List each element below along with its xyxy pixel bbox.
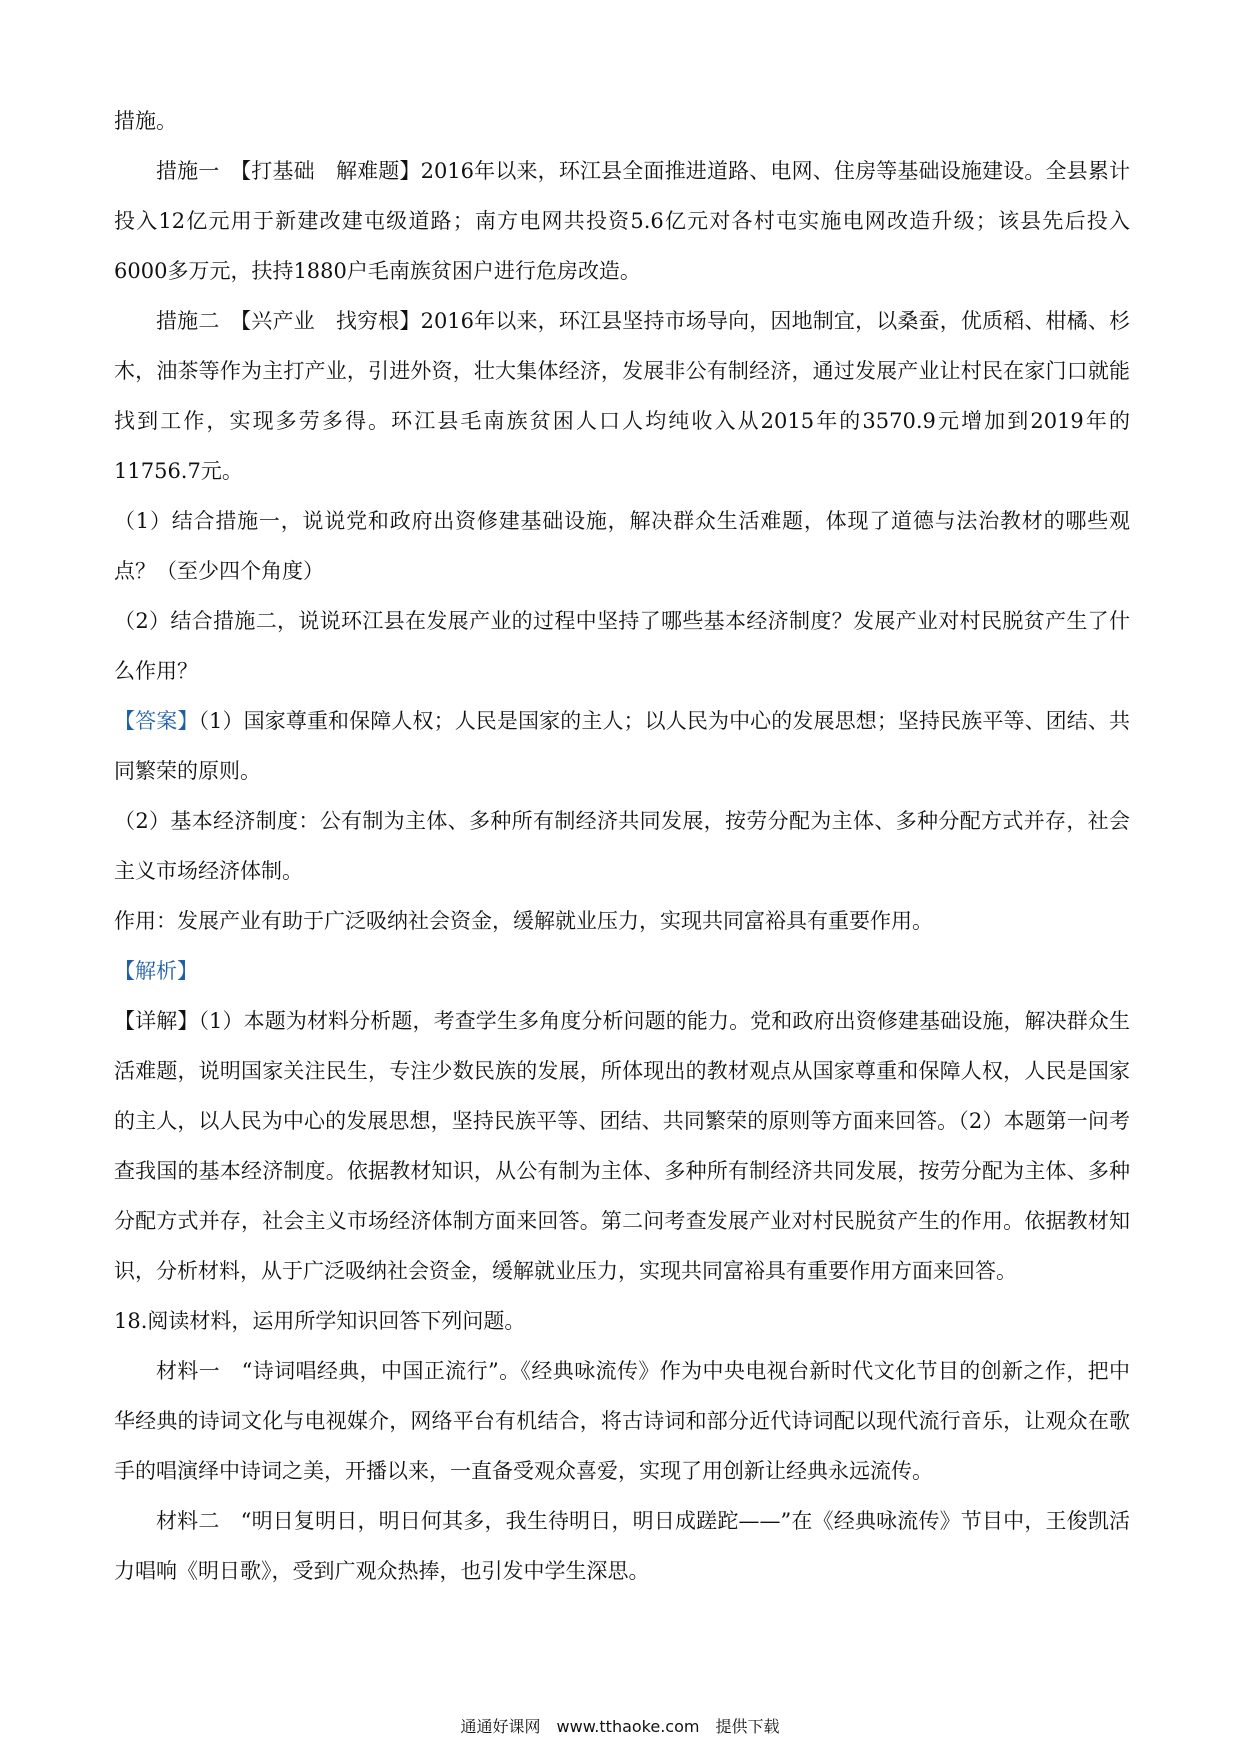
- answer-part-1: [114, 696, 1130, 796]
- page-footer: 通通好课网 www.tthaoke.com 提供下载: [460, 1717, 780, 1736]
- detail-label: 【详解】: [114, 1009, 199, 1033]
- answer-part-2: （2）基本经济制度：公有制为主体、多种所有制经济共同发展，按劳分配为主体、多种分配方式并存，社会主义市场经济体制。: [114, 809, 1130, 883]
- detail-text: （1）本题为材料分析题，考查学生多角度分析问题的能力。党和政府出资修建基础设施，解决群众生活难题，说明国家关注民生，专注少数民族的发展，所体现出的教材观点从国家尊重和保障人权，人民是国家的主人，以人民为中心的发展思想，坚持民族平等、团结、共同繁荣的原则等方面来回答。（2）本题第一问考查我国的基本经济制度。依据教材知识，从公有制为主体、多种所有制经济共同发展，按劳分配为主体、多种分配方式并存，社会主义市场经济体制方面来回答。第二问考查发展产业对村民脱贫产生的作用。依据教材知识，分析材料，从于广泛吸纳社会资金，缓解就业压力，实现共同富裕具有重要作用方面来回答。: [114, 1009, 1131, 1283]
- paragraph-measures-intro-tail: 措施。: [114, 109, 177, 133]
- paragraph-measure-1: 措施一 【打基础 解难题】2016年以来，环江县全面推进道路、电网、住房等基础设施建设。全县累计投入12亿元用于新建改建屯级道路；南方电网共投资5.6亿元对各村屯实施电网改造升级；该县先后投入6000多万元，扶持1880户毛南族贫困户进行危房改造。: [114, 159, 1130, 283]
- answer-label: 【答案】: [114, 709, 199, 733]
- answer-part-3: 作用：发展产业有助于广泛吸纳社会资金，缓解就业压力，实现共同富裕具有重要作用。: [114, 909, 933, 933]
- paragraph-measure-2: 措施二 【兴产业 找穷根】2016年以来，环江县坚持市场导向，因地制宜，以桑蚕，优质稻、柑橘、杉木，油茶等作为主打产业，引进外资，壮大集体经济，发展非公有制经济，通过发展产业让村民在家门口就能找到工作，实现多劳多得。环江县毛南族贫困人口人均纯收入从2015年的3570.9元增加到2019年的11756.7元。: [114, 309, 1130, 483]
- question-2: （2）结合措施二，说说环江县在发展产业的过程中坚持了哪些基本经济制度？发展产业对村民脱贫产生了什么作用？: [114, 609, 1130, 683]
- analysis-heading: [114, 946, 1130, 996]
- question-18-material-1: 材料一 “诗词唱经典，中国正流行”。《经典咏流传》作为中央电视台新时代文化节目的创新之作，把中华经典的诗词文化与电视媒介，网络平台有机结合，将古诗词和部分近代诗词配以现代流行音乐，让观众在歌手的唱演绎中诗词之美，开播以来，一直备受观众喜爱，实现了用创新让经典永远流传。: [114, 1359, 1130, 1483]
- answer-text-1: （1）国家尊重和保障人权；人民是国家的主人；以人民为中心的发展思想；坚持民族平等、团结、共同繁荣的原则。: [114, 709, 1131, 783]
- analysis-detail: [114, 996, 1130, 1296]
- analysis-label: 【解析】: [114, 959, 198, 983]
- question-1: （1）结合措施一，说说党和政府出资修建基础设施，解决群众生活难题，体现了道德与法治教材的哪些观点？（至少四个角度）: [114, 509, 1130, 583]
- document-page: [114, 96, 1130, 1596]
- question-18-stem: 18.阅读材料，运用所学知识回答下列问题。: [114, 1309, 526, 1333]
- question-18-material-2: 材料二 “明日复明日，明日何其多，我生待明日，明日成蹉跎——”在《经典咏流传》节目中，王俊凯活力唱响《明日歌》，受到广观众热捧，也引发中学生深思。: [114, 1509, 1130, 1583]
